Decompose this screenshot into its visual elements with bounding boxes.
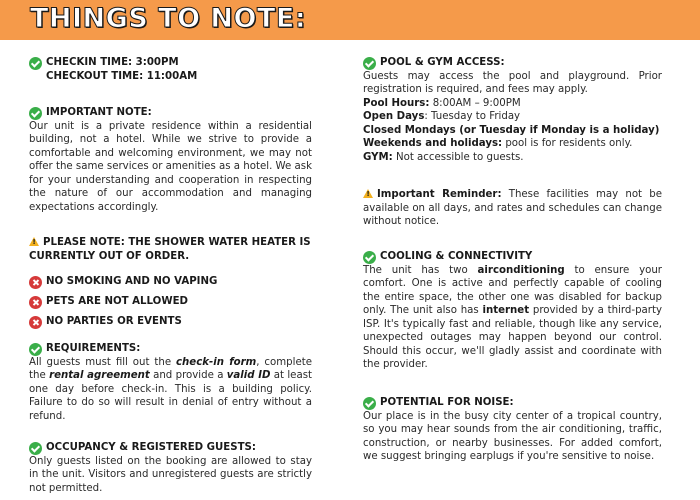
checkin-section	[29, 56, 312, 83]
occupancy-section	[29, 441, 312, 495]
check-icon	[29, 57, 42, 70]
check-icon	[29, 442, 42, 455]
shower-notice-line1: PLEASE NOTE: THE SHOWER WATER HEATER IS	[43, 237, 311, 248]
check-in-form-emphasis: check-in form	[176, 356, 257, 368]
shower-notice	[29, 236, 312, 263]
cooling-heading: COOLING & CONNECTIVITY	[380, 251, 533, 262]
important-note-heading: IMPORTANT NOTE:	[46, 107, 152, 118]
pool-gym-text: Guests may access the pool and playground. Prior registration is required, and fees may apply.	[363, 70, 662, 95]
valid-id-emphasis: valid ID	[226, 370, 271, 381]
important-note-section	[29, 106, 312, 214]
important-reminder-label: Important Reminder:	[377, 189, 502, 200]
pool-gym-heading: POOL & GYM ACCESS:	[380, 57, 505, 68]
rule-no-pets	[29, 295, 312, 309]
noise-section	[363, 396, 662, 464]
rental-agreement-emphasis: rental agreement	[49, 370, 150, 381]
requirements-heading: REQUIREMENTS:	[46, 343, 141, 354]
weekend-rule: Weekends and holidays: pool is for residents only.	[363, 138, 633, 149]
internet-emphasis: internet	[482, 305, 530, 316]
closed-days: Closed Mondays (or Tuesday if Monday is a holiday)	[363, 124, 660, 136]
noise-heading: POTENTIAL FOR NOISE:	[380, 397, 514, 408]
cooling-section	[363, 250, 662, 372]
shower-notice-line2: CURRENTLY OUT OF ORDER.	[29, 250, 190, 262]
rule-no-smoking-text: NO SMOKING AND NO VAPING	[46, 276, 218, 287]
noise-text: Our place is in the busy city center of a tropical country, so you may hear sounds from the air conditioning, traffic, construction, or nearby businesses. For added comfort, we suggest bringing earplugs if you're sensitive to noise.	[363, 410, 662, 462]
pool-gym-section	[363, 56, 662, 164]
check-icon	[363, 57, 376, 70]
cooling-text: The unit has two airconditioning to ensure your comfort. One is active and perfectly capable of cooling the entire space, the other one was disabled for backup only. The unit also has internet provided by a third-party ISP. It's typically fast and reliable, though like any service, unexpected outages may happen beyond our control. Should this occur, we'll gladly assist and coordinate with the provider.	[363, 264, 662, 370]
open-days: Open Days: Tuesday to Friday	[363, 111, 521, 122]
checkout-time: CHECKOUT TIME: 11:00AM	[46, 70, 198, 82]
cross-icon	[29, 316, 42, 329]
airconditioning-emphasis: airconditioning	[477, 264, 565, 276]
page-title: THINGS TO NOTE:	[30, 3, 307, 34]
check-icon	[363, 251, 376, 264]
rule-no-parties-text: NO PARTIES OR EVENTS	[46, 316, 182, 327]
warning-icon	[29, 237, 39, 246]
gym-rule: GYM: Not accessible to guests.	[363, 151, 524, 163]
title-banner	[0, 0, 700, 40]
cross-icon	[29, 296, 42, 309]
requirements-text: All guests must fill out the check-in form, complete the rental agreement and provide a valid ID at least one day before check-in. This is a building policy. Failure to do so will result in denial of entry without a refund.	[29, 356, 313, 422]
important-reminder-text: These facilities may not be available on all days, and rates and schedules can change without notice.	[363, 189, 662, 227]
rule-no-pets-text: PETS ARE NOT ALLOWED	[46, 296, 188, 307]
check-icon	[29, 343, 42, 356]
important-note-text: Our unit is a private residence within a residential building, not a hotel. While we strive to provide a comfortable and welcoming environment, we may not offer the same services or amenities as a hotel. We ask for your understanding and cooperation in respecting the nature of our accommodation and managing expectations accordingly.	[29, 120, 312, 213]
rule-no-smoking	[29, 275, 312, 289]
cross-icon	[29, 276, 42, 289]
requirements-section	[29, 342, 312, 423]
pool-hours: Pool Hours: 8:00AM – 9:00PM	[363, 97, 521, 109]
occupancy-text: Only guests listed on the booking are allowed to stay in the unit. Visitors and unregistered guests are strictly not permitted.	[29, 455, 312, 494]
checkin-time: CHECKIN TIME: 3:00PM	[46, 57, 179, 68]
rule-no-parties	[29, 315, 312, 329]
check-icon	[29, 107, 42, 120]
important-reminder	[363, 188, 662, 229]
occupancy-heading: OCCUPANCY & REGISTERED GUESTS:	[46, 442, 256, 453]
check-icon	[363, 397, 376, 410]
warning-icon	[363, 189, 373, 198]
